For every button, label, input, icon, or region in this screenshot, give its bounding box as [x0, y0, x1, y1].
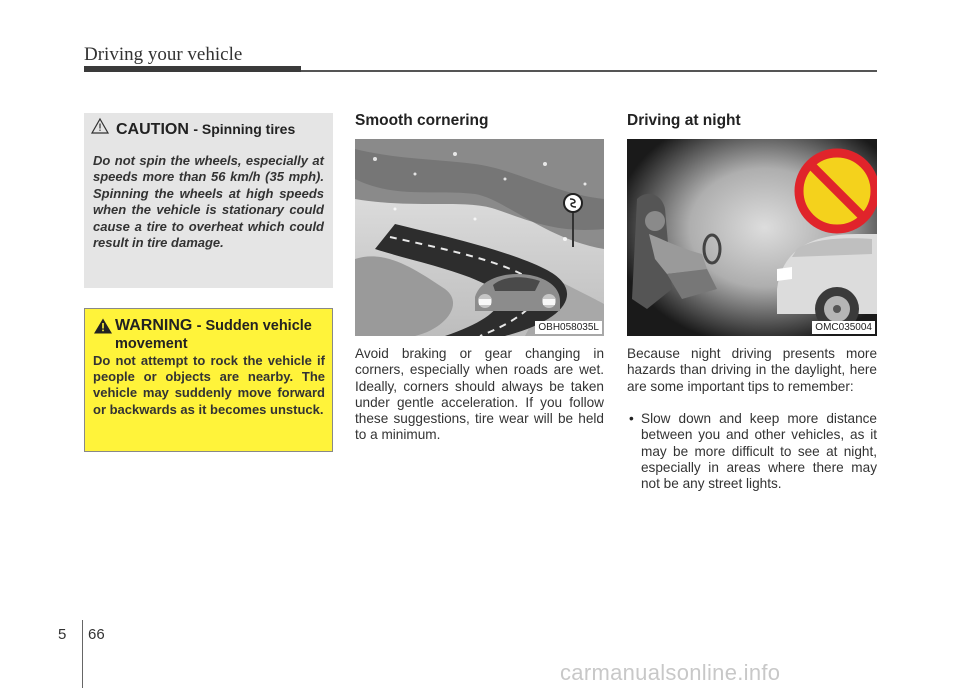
chapter-number: 5	[58, 626, 67, 643]
cornering-body: Avoid braking or gear changing in corners, especially when roads are wet. Ideally, corners should always be taken under gentle acceleration. If you follow these suggestions, tire wear will be held to a minimum.	[355, 346, 604, 443]
warning-label: WARNING	[115, 317, 193, 334]
winding-road-image	[355, 139, 604, 336]
section-title: Driving your vehicle	[84, 44, 243, 65]
warning-triangle-icon	[93, 317, 113, 335]
page-number-divider	[82, 620, 83, 688]
caution-text: Do not spin the wheels, especially at speeds more than 56 km/h (35 mph). Spinning the wheels at high speeds when the vehicle is stationary could cause a tire to overheat which could result in tire damage.	[93, 153, 324, 251]
night-intro: Because night driving presents more hazards than driving in the daylight, here are some important tips to remember:	[627, 346, 877, 394]
night-heading: Driving at night	[627, 112, 741, 129]
warning-box	[84, 308, 333, 452]
bullet-icon: •	[629, 411, 634, 426]
header-rule-thin	[301, 70, 877, 72]
cornering-heading: Smooth cornering	[355, 112, 489, 129]
caution-box	[84, 113, 333, 288]
night-image-code: OMC035004	[812, 321, 875, 334]
warning-heading	[115, 317, 325, 353]
watermark: carmanualsonline.info	[560, 660, 781, 685]
night-driving-image	[627, 139, 877, 336]
cornering-image-code: OBH058035L	[535, 321, 602, 334]
night-bullet-list	[627, 411, 877, 492]
page-number: 66	[88, 626, 105, 643]
list-item	[627, 411, 877, 492]
caution-label: CAUTION	[116, 121, 189, 138]
header-rule-thick	[84, 66, 301, 72]
night-bullet-text: Slow down and keep more distance between you and other vehicles, as it may be more difficult to see at night, especially in areas where there may not be any street lights.	[641, 411, 877, 492]
caution-title: - Spinning tires	[193, 121, 296, 137]
warning-title: - Sudden vehicle movement	[115, 318, 312, 352]
warning-text: Do not attempt to rock the vehicle if people or objects are nearby. The vehicle may suddenly move forward or backwards as it becomes unstuck.	[93, 353, 325, 417]
night-illustration	[627, 139, 877, 336]
caution-heading	[98, 121, 328, 138]
cornering-illustration	[355, 139, 604, 336]
